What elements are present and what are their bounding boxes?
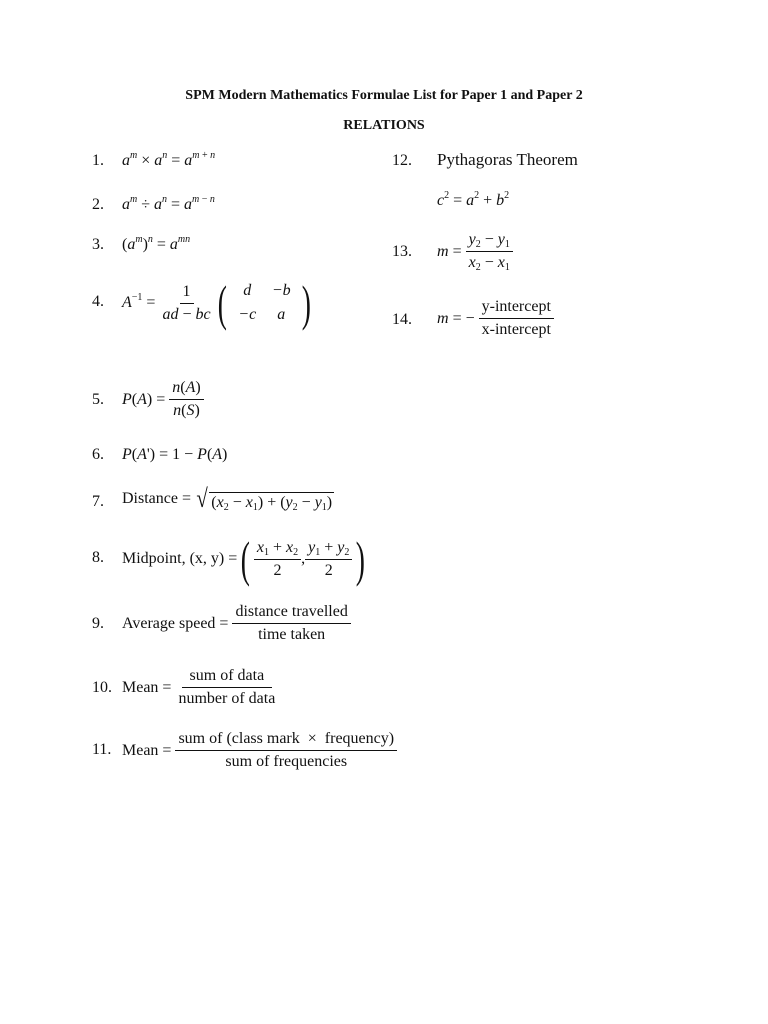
item-number-5: 5.	[92, 391, 104, 408]
formula-4: $A^{-1}$ = $\frac{1}{ad - bc}$ ( d −b −c a )	[122, 275, 312, 331]
item-number-8: 8.	[92, 549, 104, 566]
formula-10	[122, 666, 278, 709]
inverse-fraction: $\frac{1}{ad - bc}$	[162, 282, 211, 323]
formula-5: P(A) = $\frac{n(A)}{n(S)}$	[122, 378, 204, 421]
item-number-4: 4.	[92, 293, 104, 310]
section-heading: RELATIONS	[343, 118, 425, 133]
item-number-10: 10.	[92, 679, 112, 696]
item-number-3: 3.	[92, 236, 104, 253]
midpoint-label: Midpoint, (x, y) =	[122, 550, 238, 567]
formula-11	[122, 729, 397, 772]
distance-label: Distance =	[122, 490, 191, 507]
formula-2: $a^m \div a^n = a^{m - n}$	[122, 194, 215, 213]
formula-7: Distance = √ $(x_2 - x_1) + (y_2 - y_1)$	[122, 484, 333, 513]
item-number-7: 7.	[92, 493, 104, 510]
adjugate-matrix: d −b −c a	[238, 282, 291, 323]
formula-9	[122, 602, 351, 645]
average-speed-label: Average speed =	[122, 614, 229, 632]
formula-14: m = − $\frac{\text{y-intercept}}{\text{x-intercept}}$	[437, 297, 554, 340]
page-title: SPM Modern Mathematics Formulae List for Paper 1 and Paper 2	[185, 88, 583, 103]
mean10-denominator: number of data	[178, 690, 276, 707]
item-number-1: 1.	[92, 152, 104, 169]
speed-denominator: time taken	[258, 626, 326, 643]
y-intercept-text: y-intercept	[479, 297, 554, 319]
item-number-14: 14.	[392, 311, 412, 328]
formula-1: $a^m \times a^n = a^{m + n}$	[122, 150, 216, 169]
x-intercept-text: x-intercept	[481, 321, 551, 338]
formula-8: Midpoint, (x, y) = ( $\frac{x_1 + x_2}{2}$ , $\frac{y_1 + y_2}{2}$ )	[122, 531, 366, 587]
item-number-6: 6.	[92, 446, 104, 463]
pythagoras-heading: Pythagoras Theorem	[437, 150, 578, 169]
mean10-numerator: sum of data	[182, 666, 273, 688]
item-number-2: 2.	[92, 196, 104, 213]
item-number-12: 12.	[392, 152, 412, 169]
item-number-9: 9.	[92, 615, 104, 632]
item-number-11: 11.	[92, 741, 112, 758]
formula-12: $c^2 = a^2 + b^2$	[437, 190, 510, 209]
mean11-numerator: sum of (class mark × frequency)	[175, 729, 397, 751]
speed-numerator: distance travelled	[232, 602, 350, 624]
formula-3: $(a^m)^n = a^{mn}$	[122, 234, 191, 253]
formula-6: P(A') = 1 − P(A)	[122, 446, 228, 463]
formula-13: m = $\frac{y_2 - y_1}{x_2 - x_1}$	[437, 230, 513, 273]
mean-label-10: Mean =	[122, 678, 172, 696]
item-number-13: 13.	[392, 243, 412, 260]
mean-label-11: Mean =	[122, 741, 172, 759]
mean11-denominator: sum of frequencies	[225, 753, 348, 770]
